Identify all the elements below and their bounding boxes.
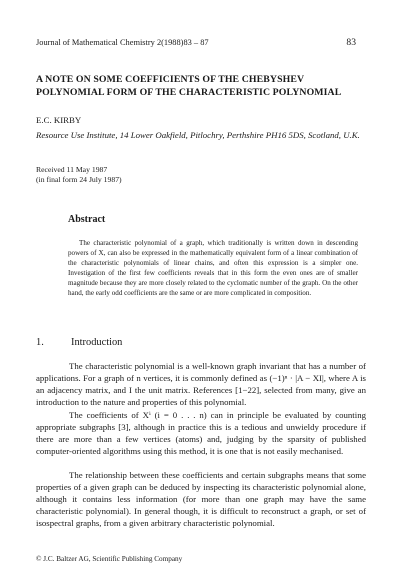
journal-citation: Journal of Mathematical Chemistry 2(1988)83 – 87 <box>36 38 209 47</box>
received-dates <box>36 165 122 184</box>
article-title: A NOTE ON SOME COEFFICIENTS OF THE CHEBYSHEV POLYNOMIAL FORM OF THE CHARACTERISTIC POLYNOMIAL <box>36 74 342 99</box>
author-affiliation: Resource Use Institute, 14 Lower Oakfield, Pitlochry, Perthshire PH16 5DS, Scotland, U.K. <box>36 130 360 140</box>
body-paragraph-2: The coefficients of Xⁱ (i = 0 . . . n) can in principle be evaluated by counting appropriate subgraphs [3], although in practice this is a tedious and unwieldy procedure if there are more than a few vertices (atoms) and, judging by the sparsity of published computer-oriented algorithms using this method, it is one that is not easily mechanised. <box>36 410 366 457</box>
body-paragraph-3: The relationship between these coefficients and certain subgraphs means that some properties of a given graph can be deduced by inspecting its characteristic polynomial alone, although it contains less information (for more than one graph may have the same characteristic polynomial). In general though, it is difficult to reconstruct a graph, or set of isospectral graphs, from a given arbitrary characteristic polynomial. <box>36 470 366 529</box>
received-final-date: (in final form 24 July 1987) <box>36 174 122 184</box>
section-number: 1. <box>36 337 44 348</box>
received-date: Received 11 May 1987 <box>36 165 108 174</box>
abstract-heading: Abstract <box>68 214 106 225</box>
body-paragraph-1: The characteristic polynomial is a well-known graph invariant that has a number of applications. For a graph of n vertices, it is commonly defined as (−1)ⁿ · |A − XI|, where A is an adjacency matrix, and I the unit matrix. References [1−22], selected from many, give an introduction to the nature and properties of this polynomial. <box>36 361 366 408</box>
abstract-text: The characteristic polynomial of a graph, which traditionally is written down in descending powers of X, can also be expressed in the mathematically equivalent form of a linear combination of the characteristic polynomials of linear chains, and often this expression is a simpler one. Investigation of the first few coefficients reveals that in this form the even ones are of smaller magnitude because they are more closely related to the cyclomatic number of the graph. On the other hand, the early odd coefficients are the same or are more complicated in composition. <box>68 239 358 298</box>
section-title: Introduction <box>71 337 123 348</box>
copyright-notice: © J.C. Baltzer AG, Scientific Publishing Company <box>36 555 183 563</box>
page-number: 83 <box>346 37 356 48</box>
author-name: E.C. KIRBY <box>36 115 82 125</box>
